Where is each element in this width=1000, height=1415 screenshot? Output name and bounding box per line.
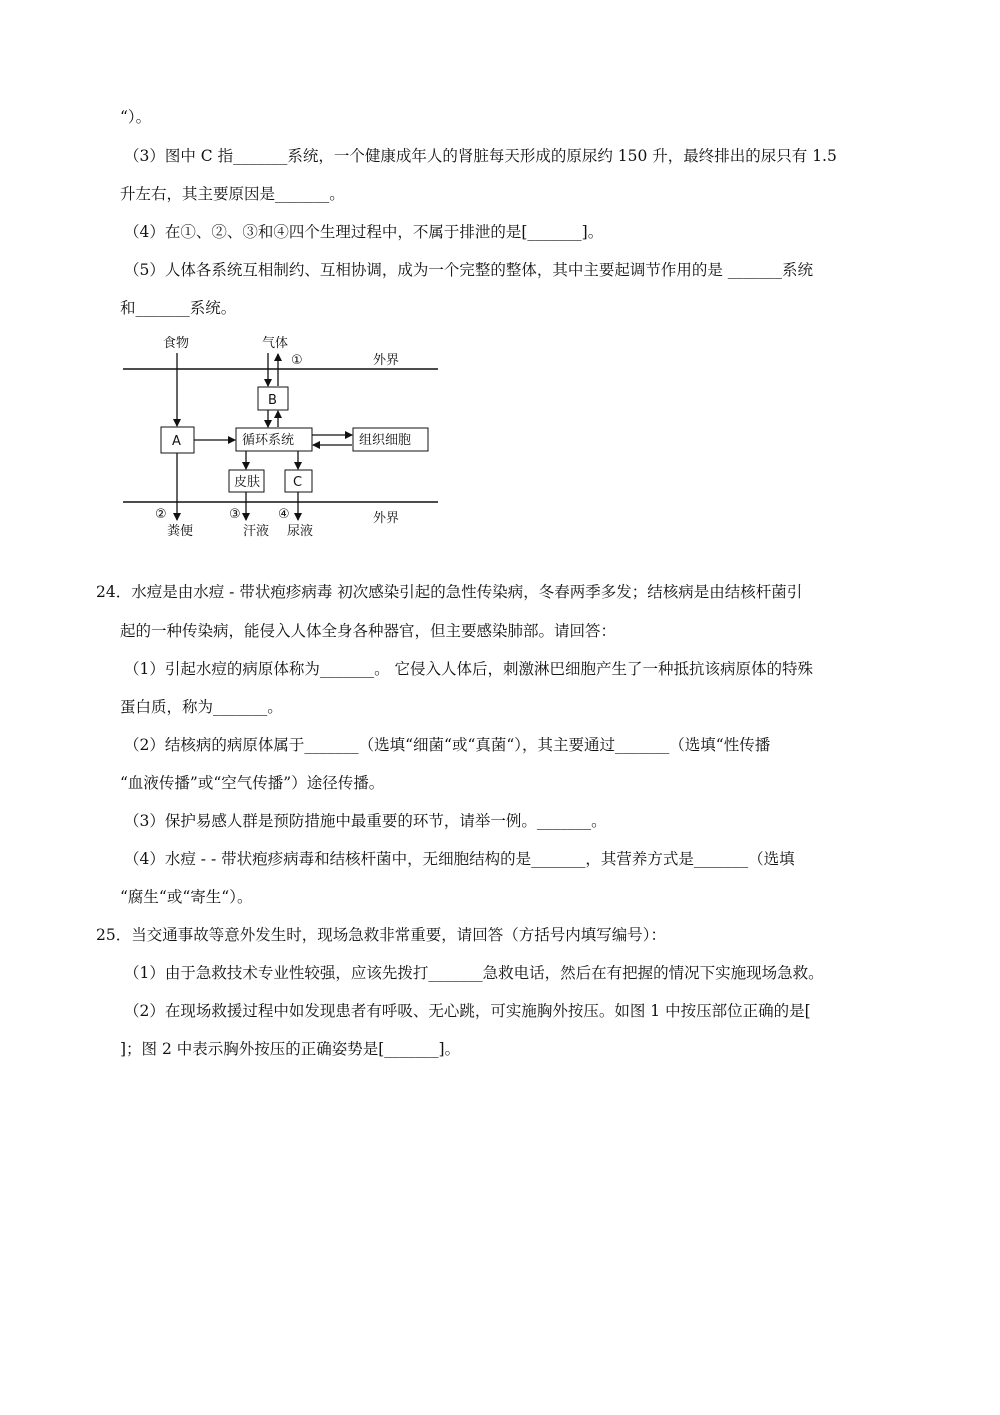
q23-part3-line2: 升左右，其主要原因是_______。 — [120, 185, 345, 203]
q24-part2-line1: （2）结核病的病原体属于_______（选填“细菌“或“真菌“），其主要通过_______（选填“性传播 — [124, 736, 771, 754]
feces-label: 粪便 — [167, 524, 194, 539]
step2-label: ② — [155, 507, 167, 522]
urine-label: 尿液 — [287, 524, 314, 539]
step4-label: ④ — [278, 507, 290, 522]
q23-part5-line1: （5）人体各系统互相制约、互相协调，成为一个完整的整体，其中主要起调节作用的是 _______系统 — [124, 261, 814, 279]
q24-part4-line2: “腐生“或“寄生“）。 — [120, 888, 253, 906]
q25-part1: （1）由于急救技术专业性较强，应该先拨打_______急救电话，然后在有把握的情况下实施现场急救。 — [124, 964, 824, 982]
q23-line0: “）。 — [120, 108, 152, 126]
skin-label: 皮肤 — [234, 475, 261, 490]
circulation-label: 循环系统 — [242, 433, 295, 448]
q24-part4-line1: （4）水痘 - - 带状疱疹病毒和结核杆菌中，无细胞结构的是_______，其营养方式是_______（选填 — [124, 850, 795, 868]
q25-part2-line1: （2）在现场救援过程中如发现患者有呼吸、无心跳，可实施胸外按压。如图 1 中按压部位正确的是[ — [124, 1002, 811, 1020]
gas-label: 气体 — [262, 336, 289, 351]
outside-bottom-label: 外界 — [373, 511, 400, 526]
step1-label: ① — [291, 353, 303, 368]
q23-part5-line2: 和_______系统。 — [120, 299, 237, 317]
food-label: 食物 — [163, 336, 190, 351]
q24-part3: （3）保护易感人群是预防措施中最重要的环节，请举一例。_______。 — [124, 812, 607, 830]
outside-top-label: 外界 — [373, 353, 400, 368]
q23-part3-line1: （3）图中 C 指_______系统，一个健康成年人的肾脏每天形成的原尿约 150 升，最终排出的尿只有 1.5 — [124, 147, 837, 165]
q24-stem-line2: 起的一种传染病，能侵入人体全身各种器官，但主要感染肺部。请回答： — [120, 622, 617, 640]
q23-part4: （4）在①、②、③和④四个生理过程中，不属于排泄的是[_______]。 — [124, 223, 604, 241]
q24-part1-line1: （1）引起水痘的病原体称为_______。 它侵入人体后，刺激淋巴细胞产生了一种抵抗该病原体的特殊 — [124, 660, 814, 678]
q24-part1-line2: 蛋白质，称为_______。 — [120, 698, 283, 716]
box-b-label: B — [268, 393, 277, 408]
q24-part2-line2: “血液传播”或“空气传播”）途径传播。 — [120, 774, 385, 792]
tissue-label: 组织细胞 — [359, 433, 412, 448]
q25-part2-line2: ]；图 2 中表示胸外按压的正确姿势是[_______]。 — [120, 1040, 461, 1058]
q24-stem-line1: 24．水痘是由水痘 - 带状疱疹病毒 初次感染引起的急性传染病，冬春两季多发；结核病是由结核杆菌引 — [96, 583, 803, 601]
sweat-label: 汗液 — [243, 524, 270, 539]
excretion-diagram — [115, 328, 445, 543]
step3-label: ③ — [229, 507, 241, 522]
box-c-label: C — [293, 475, 303, 490]
box-a-label: A — [172, 434, 181, 449]
q25-stem: 25．当交通事故等意外发生时，现场急救非常重要，请回答（方括号内填写编号）： — [96, 926, 666, 944]
